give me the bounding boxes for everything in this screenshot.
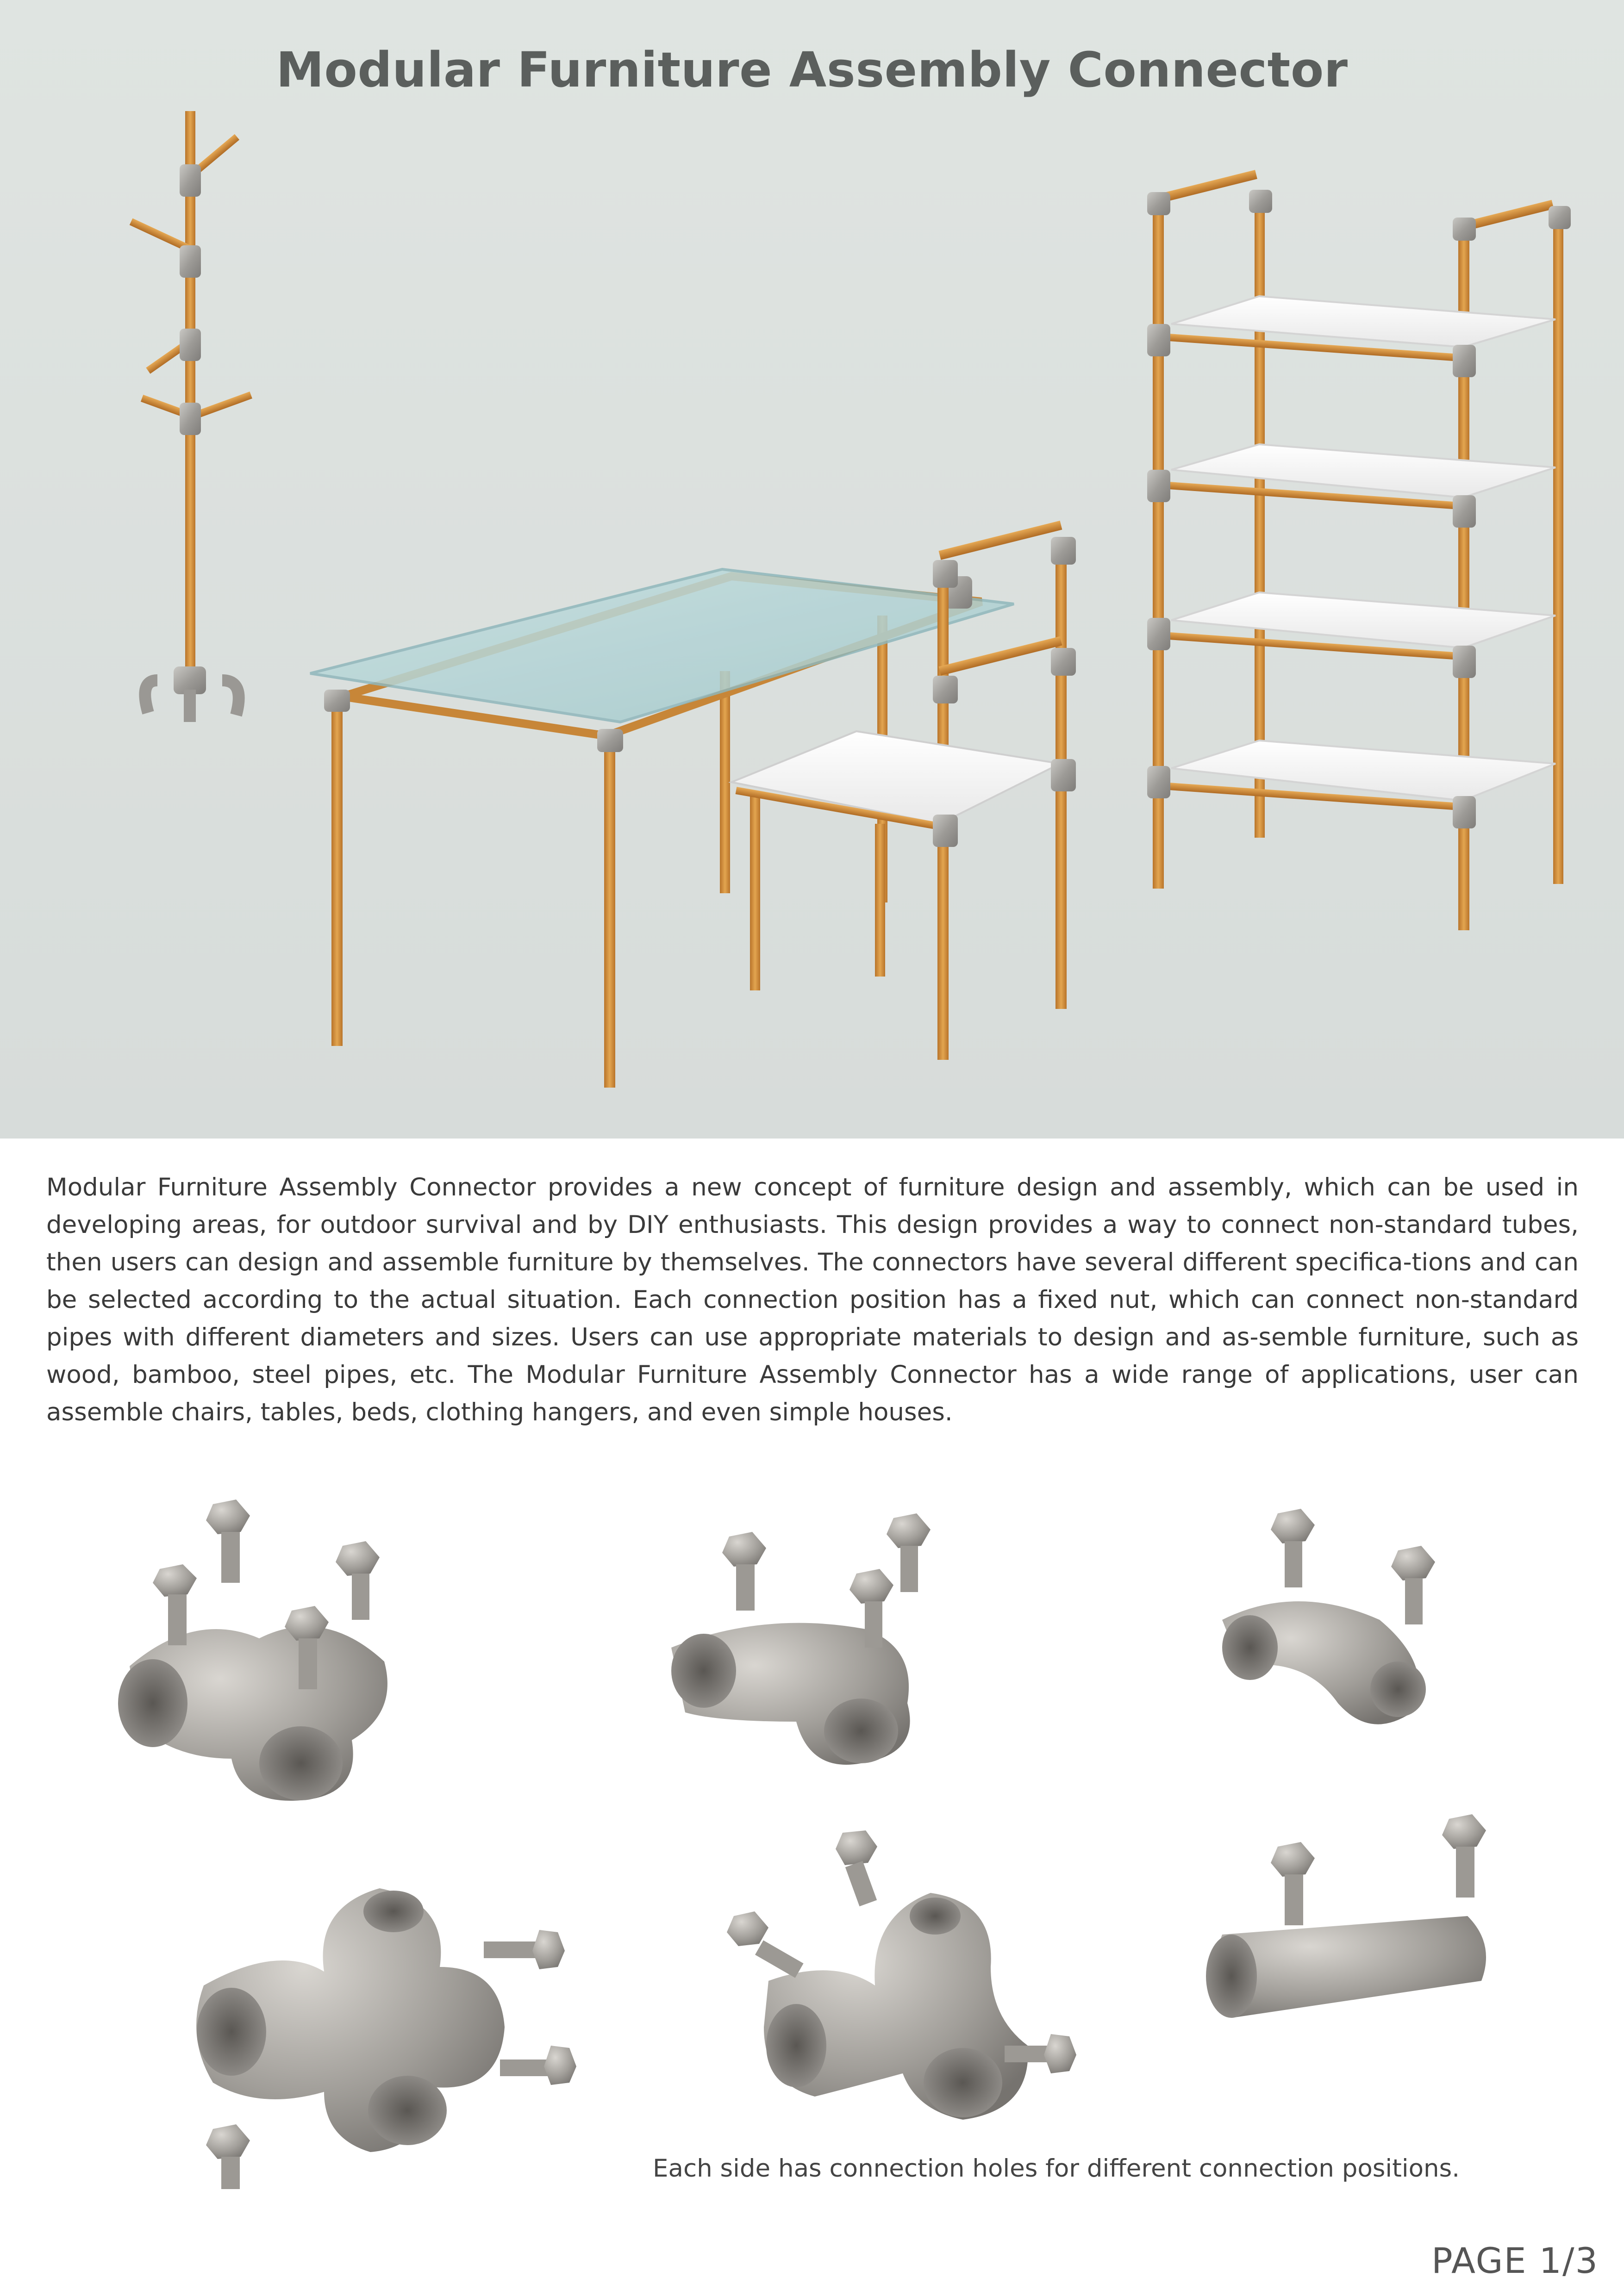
hero-render <box>0 0 1624 1139</box>
bolt-icon <box>206 1500 250 1583</box>
furniture-illustration <box>0 0 1624 1139</box>
parts-caption: Each side has connection holes for different connection positions. <box>653 2154 1460 2183</box>
shelving-unit <box>1147 170 1571 930</box>
page-title: Modular Furniture Assembly Connector <box>276 42 1348 98</box>
connector-4-way <box>196 1888 576 2189</box>
connector-parts-illustration <box>0 1472 1624 2212</box>
bolt-icon <box>206 2124 250 2189</box>
page-number: PAGE 1/3 <box>1431 2240 1599 2281</box>
bolt-icon <box>500 2046 576 2085</box>
bolt-icon <box>484 1930 565 1969</box>
bolt-icon <box>1271 1842 1315 1925</box>
glass-table <box>310 569 1014 1088</box>
connector-5-way <box>118 1500 387 1801</box>
description-text: Modular Furniture Assembly Connector provides a new concept of furniture design and assembly, which can be used in developing areas, for outdoor survival and by DIY enthusiasts. This design provides a way to connect non-standard tubes, then users can design and assemble furniture by themselves. The connectors have several different specifica-tions and can be selected according to the actual situation. Each connection position has a fixed nut, which can connect non-standard pipes with different diameters and sizes. Users can use appropriate materials to design and as-semble furniture, such as wood, bamboo, steel pipes, etc. The Modular Furniture Assembly Connector has a wide range of applications, user can assemble chairs, tables, beds, clothing hangers, and even simple houses. <box>46 1173 1579 1426</box>
coat-hanger <box>130 111 252 722</box>
connector-straight <box>1206 1814 1486 2018</box>
connector-elbow <box>1222 1509 1435 1724</box>
bolt-icon <box>336 1541 380 1620</box>
bolt-icon <box>836 1830 877 1906</box>
connector-t-way <box>671 1513 931 1765</box>
bolt-icon <box>727 1911 804 1978</box>
bolt-icon <box>1271 1509 1315 1587</box>
bolt-icon <box>1391 1546 1435 1624</box>
connector-corner <box>727 1830 1076 2120</box>
bolt-icon <box>887 1513 931 1592</box>
bolt-icon <box>1442 1814 1486 1898</box>
bolt-icon <box>722 1532 766 1611</box>
